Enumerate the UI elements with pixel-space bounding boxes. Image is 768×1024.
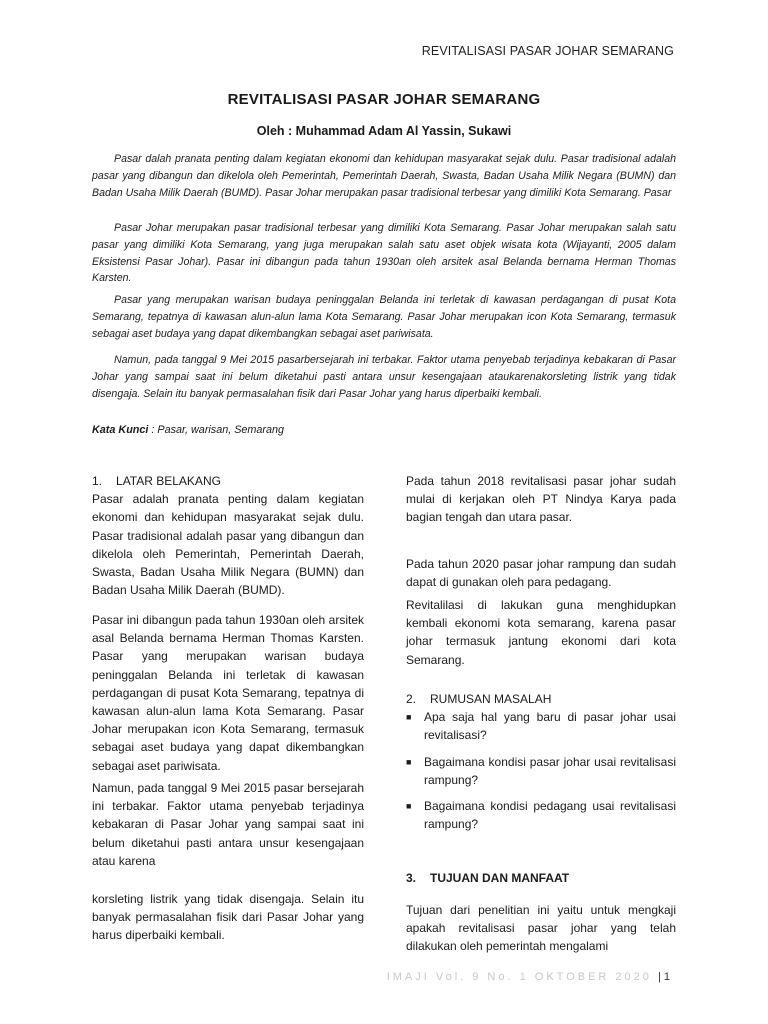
body-paragraph: Revitalilasi di lakukan guna menghidupkan kembali ekonomi kota semarang, karena pasar johar termasuk jantung ekonomi dari kota Semarang. — [406, 598, 676, 667]
square-bullet-icon: ■ — [406, 801, 412, 812]
section-heading-rumusan-masalah — [406, 690, 676, 708]
running-header: REVITALISASI PASAR JOHAR SEMARANG — [421, 44, 674, 58]
list-item: ■ Apa saja hal yang baru di pasar johar usai revitalisasi? — [406, 710, 676, 743]
list-item: ■ Bagaimana kondisi pasar johar usai revitalisasi rampung? — [406, 754, 676, 787]
right-column-paragraph-4 — [406, 901, 676, 956]
square-bullet-icon: ■ — [406, 712, 412, 723]
section-number: 2. — [406, 692, 417, 706]
section-title: LATAR BELAKANG — [116, 474, 221, 488]
abstract-paragraph-2: Pasar Johar merupakan pasar tradisional terbesar yang dimiliki Kota Semarang. Pasar Johar merupakan salah satu pasar yang dimiliki Kota Semarang, yang juga merupakan salah satu aset objek wisata kota (Wijayanti, 2005 dalam Eksistensi Pasar Johar). Pasar ini dibangun pada tahun 1930an oleh arsitek asal Belanda bernama Herman Thomas Karsten. — [92, 222, 676, 285]
section-number: 3. — [406, 871, 417, 885]
list-item: ■ Bagaimana kondisi pedagang usai revitalisasi rampung? — [406, 799, 676, 832]
rumusan-masalah-section — [406, 690, 676, 841]
right-column-paragraph-1 — [406, 472, 676, 527]
footer-journal: IMAJI Vol. 9 No. 1 OKTOBER 2020 — [386, 971, 652, 983]
right-column-paragraph-2 — [406, 555, 676, 591]
section-title: RUMUSAN MASALAH — [430, 692, 552, 706]
left-column-paragraph-4 — [92, 890, 364, 945]
body-paragraph: Pada tahun 2020 pasar johar rampung dan sudah dapat di gunakan oleh para pedagang. — [406, 557, 676, 590]
keywords-value: : Pasar, warisan, Semarang — [148, 424, 285, 436]
left-column-paragraph-2 — [92, 611, 364, 775]
section-number: 1. — [92, 474, 103, 488]
abstract-paragraph-3: Pasar yang merupakan warisan budaya peninggalan Belanda ini terletak di kawasan perdagangan di pusat Kota Semarang, tepatnya di kawasan alun-alun lama Kota Semarang. Pasar Johar merupakan icon Kota Semarang, termasuk sebagai aset budaya yang dapat dikembangkan sebagai aset pariwisata. — [92, 294, 676, 340]
right-column-paragraph-3 — [406, 596, 676, 669]
page-number: | 1 — [657, 971, 670, 983]
section-heading-latar-belakang — [92, 472, 364, 490]
keywords-label: Kata Kunci — [92, 424, 149, 436]
left-column-paragraph-3 — [92, 779, 364, 870]
body-paragraph: Tujuan dari penelitian ini yaitu untuk mengkaji apakah revitalisasi pasar johar yang telah dilakukan oleh pemerintah mengalami — [406, 903, 676, 954]
footer-journal-mark — [387, 971, 670, 983]
square-bullet-icon: ■ — [406, 756, 412, 767]
author-line: Oleh : Muhammad Adam Al Yassin, Sukawi — [256, 124, 512, 138]
section-title: TUJUAN DAN MANFAAT — [430, 871, 570, 885]
paper-title: REVITALISASI PASAR JOHAR SEMARANG — [227, 91, 541, 108]
body-paragraph: Pada tahun 2018 revitalisasi pasar johar sudah mulai di kerjakan oleh PT Nindya Karya pada bagian tengah dan utara pasar. — [406, 474, 676, 525]
question-list — [406, 708, 676, 833]
body-paragraph: korsleting listrik yang tidak disengaja. Selain itu banyak permasalahan fisik dari Pasar Johar yang harus diperbaiki kembali. — [92, 892, 364, 943]
abstract-paragraph-4: Namun, pada tanggal 9 Mei 2015 pasarbersejarah ini terbakar. Faktor utama penyebab terjadinya kebakaran di Pasar Johar yang sampai saat ini belum diketahui pasti antara unsur kesengajaan ataukarenakorsleting listrik yang tidak disengaja. Selain itu banyak permasalahan fisik dari Pasar Johar yang harus diperbaiki kembali. — [92, 354, 676, 400]
body-paragraph: Pasar adalah pranata penting dalam kegiatan ekonomi dan kehidupan masyarakat sejak dulu. Pasar tradisional adalah pasar yang dibangun dan dikelola oleh Pemerintah, Pemerintah Daerah, Swasta, Badan Usaha Milik Negara (BUMN) dan Badan Usaha Milik Daerah (BUMD). — [92, 492, 364, 598]
keywords — [92, 424, 284, 436]
body-paragraph: Namun, pada tanggal 9 Mei 2015 pasar bersejarah ini terbakar. Faktor utama penyebab terjadinya kebakaran di Pasar Johar yang sampai saat ini belum diketahui pasti antara unsur kesengajaan atau karena — [92, 781, 364, 868]
left-column — [92, 472, 364, 599]
tujuan-manfaat-section — [406, 869, 676, 887]
section-heading-tujuan-manfaat — [406, 869, 676, 887]
abstract-paragraph-1: Pasar dalah pranata penting dalam kegiatan ekonomi dan kehidupan masyarakat sejak dulu. Pasar tradisional adalah pasar yang dibangun dan dikelola oleh Pemerintah, Pemerintah Daerah, Swasta, Badan Usaha Milik Negara (BUMN) dan Badan Usaha Milik Daerah (BUMD). Pasar Johar merupakan pasar tradisional terbesar yang dimiliki Kota Semarang. Pasar — [92, 153, 676, 199]
body-paragraph: Pasar ini dibangun pada tahun 1930an oleh arsitek asal Belanda bernama Herman Thomas Karsten. Pasar yang merupakan warisan budaya peninggalan Belanda ini terletak di kawasan perdagangan di pusat Kota Semarang, tepatnya di kawasan alun-alun lama Kota Semarang. Pasar Johar merupakan icon Kota Semarang, termasuk sebagai aset budaya yang dapat dikembangkan sebagai aset pariwisata. — [92, 613, 364, 773]
